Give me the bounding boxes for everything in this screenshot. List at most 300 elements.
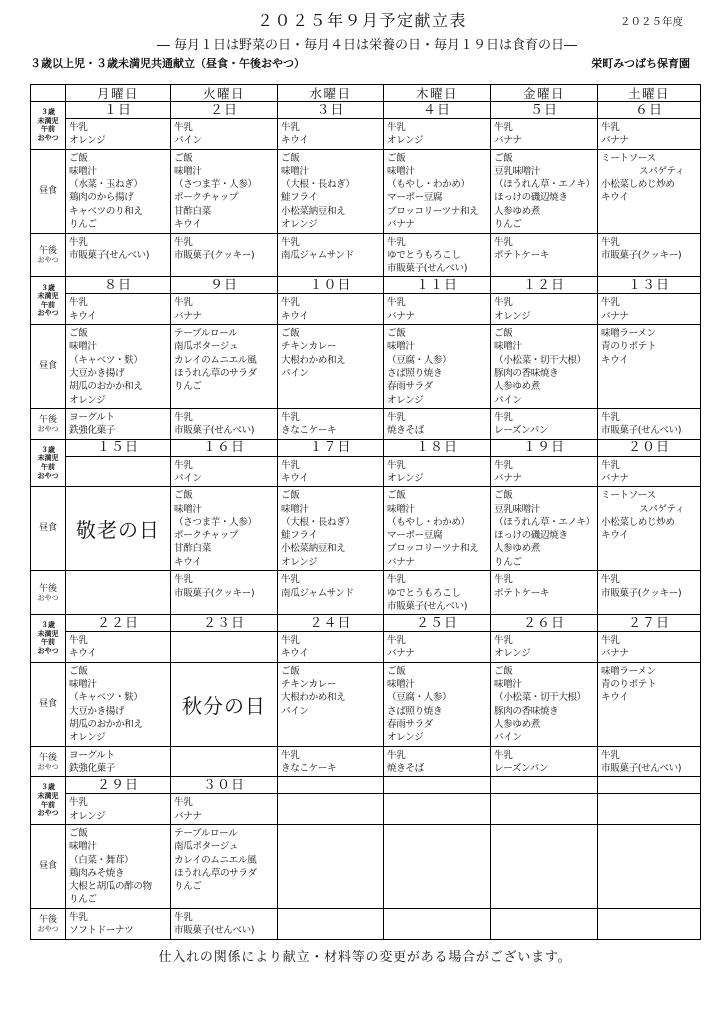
date-cell-thu: ２５日 <box>384 615 491 632</box>
menu-item: 味噌汁 <box>69 165 97 177</box>
pm-snack-cell-thu <box>384 233 491 277</box>
menu-item: オレンジ <box>69 810 106 822</box>
menu-item: 甘酢白菜 <box>174 543 211 555</box>
corner-cell <box>31 85 66 102</box>
row-label-pm-snack <box>31 908 66 939</box>
menu-item: 牛乳 <box>174 412 193 424</box>
menu-item: ミートソース <box>601 490 656 502</box>
menu-item: 甘酢白菜 <box>174 205 211 217</box>
menu-item: 味噌汁 <box>69 841 97 853</box>
menu-item: 牛乳 <box>494 412 513 424</box>
menu-item: 牛乳 <box>174 122 193 133</box>
row-label-am-snack-line: 未満児 <box>37 792 59 801</box>
pm-snack-row <box>31 746 701 777</box>
lunch-cell-sat <box>598 149 701 233</box>
menu-item: テーブルロール <box>174 827 238 839</box>
menu-item: キウイ <box>281 472 309 484</box>
date-row <box>31 102 701 119</box>
pm-snack-cell-fri <box>491 233 598 277</box>
menu-item: 小松菜しめじ炒め <box>601 179 675 191</box>
row-label-pm-snack-top: 午後 <box>38 752 57 763</box>
date-row <box>31 777 701 794</box>
date-cell-tue: ９日 <box>171 277 278 294</box>
menu-item: ご飯 <box>281 328 300 340</box>
pm-snack-cell-wed <box>278 571 384 615</box>
row-label-am-snack-line: 午前 <box>41 800 55 809</box>
menu-item: 牛乳 <box>387 297 406 309</box>
weekday-wednesday: 水曜日 <box>278 85 384 102</box>
row-label-pm-snack-bottom: おやつ <box>37 924 59 933</box>
menu-item: 市販菓子(せんべい) <box>174 925 255 937</box>
menu-item: バナナ <box>387 310 415 322</box>
am-snack-cell-thu <box>384 456 491 487</box>
pm-snack-cell-tue <box>171 409 278 440</box>
menu-item: さば照り焼き <box>387 367 443 379</box>
pm-snack-cell-wed <box>278 233 384 277</box>
menu-item: ご飯 <box>69 827 88 839</box>
pm-snack-cell-fri <box>491 571 598 615</box>
pm-snack-cell-thu <box>384 746 491 777</box>
pm-snack-cell-sat <box>598 233 701 277</box>
menu-item: 市販菓子(せんべい) <box>174 425 255 437</box>
row-label-am-snack-line: ３歳 <box>41 445 55 454</box>
am-snack-cell-fri <box>491 119 598 150</box>
menu-item: ご飯 <box>494 152 513 164</box>
menu-item: （大根・長ねぎ） <box>281 516 355 528</box>
menu-item: チキンカレー <box>281 679 337 691</box>
date-cell-sat: １３日 <box>598 277 701 294</box>
menu-item: 鉄強化菓子 <box>69 425 115 437</box>
row-label-am-snack-line: おやつ <box>37 309 59 318</box>
am-snack-cell-thu <box>384 294 491 325</box>
menu-item: カレイのムニエル風 <box>174 354 257 366</box>
row-label-lunch-text: 昼食 <box>38 860 57 871</box>
menu-item: （白菜・舞茸） <box>69 854 134 866</box>
menu-item: 鶏肉のから揚げ <box>69 192 134 204</box>
menu-item: 牛乳 <box>281 297 300 309</box>
menu-sheet <box>30 84 700 966</box>
pm-snack-cell-wed <box>278 746 384 777</box>
am-snack-cell-fri <box>491 294 598 325</box>
pm-snack-cell-thu <box>384 908 491 939</box>
menu-item: 味噌汁 <box>281 503 309 515</box>
row-label-lunch-text: 昼食 <box>38 185 57 196</box>
lunch-cell-fri <box>491 149 598 233</box>
menu-item: オレンジ <box>387 732 424 744</box>
row-label-lunch-text: 昼食 <box>38 361 57 372</box>
menu-item: ご飯 <box>281 490 300 502</box>
menu-item: りんご <box>494 556 522 568</box>
lunch-cell-fri <box>491 325 598 409</box>
lunch-cell-thu <box>384 824 491 908</box>
date-cell-tue: ２３日 <box>171 615 278 632</box>
menu-item: 牛乳 <box>494 122 513 133</box>
menu-item: りんご <box>174 881 202 893</box>
am-snack-cell-tue <box>171 794 278 825</box>
menu-item: 牛乳 <box>281 635 300 647</box>
menu-item: 牛乳 <box>494 459 513 471</box>
menu-item: きなこケーキ <box>281 425 337 437</box>
menu-item: バナナ <box>601 310 629 322</box>
weekday-header-row <box>31 85 701 102</box>
date-cell-fri: １９日 <box>491 439 598 456</box>
menu-item: 牛乳 <box>174 911 193 923</box>
menu-item: パイン <box>494 732 522 744</box>
menu-item: 焼きそば <box>387 763 424 775</box>
pm-snack-row <box>31 908 701 939</box>
menu-item: 牛乳 <box>601 574 620 586</box>
am-snack-row <box>31 119 701 150</box>
menu-item: ポテトケーキ <box>494 249 549 261</box>
am-snack-cell-sat <box>598 456 701 487</box>
pm-snack-row <box>31 233 701 277</box>
menu-item: ご飯 <box>281 152 300 164</box>
menu-item: バナナ <box>174 310 202 322</box>
menu-item: 鮭フライ <box>281 192 318 204</box>
date-cell-tue: １６日 <box>171 439 278 456</box>
am-snack-cell-sat <box>598 294 701 325</box>
menu-item: ほうれん草のサラダ <box>174 867 257 879</box>
am-snack-cell-mon <box>66 294 171 325</box>
pm-snack-cell-fri <box>491 746 598 777</box>
menu-item: キウイ <box>174 556 202 568</box>
menu-item: （さつま芋・人参） <box>174 516 257 528</box>
menu-item: 牛乳 <box>494 297 513 309</box>
menu-item: オレンジ <box>281 219 318 231</box>
footer-note: 仕入れの関係により献立・材料等の変更がある場合がございます。 <box>158 949 572 965</box>
row-label-am-snack-line: 未満児 <box>37 116 59 125</box>
menu-item: 牛乳 <box>174 297 193 309</box>
menu-item: 牛乳 <box>281 122 300 133</box>
menu-item: ご飯 <box>69 665 88 677</box>
menu-item: 味噌汁 <box>174 503 202 515</box>
menu-item: 味噌ラーメン <box>601 328 656 340</box>
menu-item: 豚肉の香味焼き <box>494 367 559 379</box>
am-snack-row <box>31 632 701 663</box>
row-label-lunch <box>31 662 66 746</box>
menu-item: 南瓜ポタージュ <box>174 841 238 853</box>
menu-item: 南瓜ジャムサンド <box>281 587 354 599</box>
date-cell-thu <box>384 777 491 794</box>
menu-item: 味噌ラーメン <box>601 665 656 677</box>
lunch-cell-mon <box>66 149 171 233</box>
lunch-cell-sat <box>598 824 701 908</box>
row-label-pm-snack-bottom: おやつ <box>37 256 59 265</box>
menu-item: ミートソース <box>601 152 656 164</box>
menu-item: オレンジ <box>281 556 318 568</box>
menu-item: バナナ <box>494 472 522 484</box>
pm-snack-cell-tue <box>171 746 278 777</box>
menu-item: 味噌汁 <box>387 165 415 177</box>
row-label-am-snack-line: 午前 <box>41 462 55 471</box>
row-label-am-snack <box>31 777 66 825</box>
menu-item: きなこケーキ <box>281 763 337 775</box>
pm-snack-cell-sat <box>598 409 701 440</box>
menu-item: 牛乳 <box>494 236 513 248</box>
menu-item: 牛乳 <box>387 236 406 248</box>
pm-snack-cell-wed <box>278 409 384 440</box>
lunch-cell-wed <box>278 824 384 908</box>
am-snack-cell-wed <box>278 456 384 487</box>
menu-scope: ３歳以上児・３歳未満児共通献立（昼食・午後おやつ） <box>30 57 305 70</box>
menu-item: ご飯 <box>494 490 513 502</box>
date-cell-thu: １１日 <box>384 277 491 294</box>
lunch-cell-wed <box>278 487 384 571</box>
menu-item: ブロッコリーツナ和え <box>387 543 479 555</box>
menu-item: 市販菓子(せんべい) <box>387 263 468 275</box>
menu-item: 牛乳 <box>174 797 193 809</box>
menu-item: ヨーグルト <box>69 412 115 424</box>
menu-item: 青のりポテト <box>601 341 657 353</box>
menu-item: 春雨サラダ <box>387 718 433 730</box>
menu-item: オレンジ <box>494 648 531 660</box>
menu-item: 鮭フライ <box>281 530 318 542</box>
date-cell-wed: １７日 <box>278 439 384 456</box>
row-label-am-snack-line: 未満児 <box>37 454 59 463</box>
menu-item: 豆乳味噌汁 <box>494 165 540 177</box>
row-label-am-snack-line: ３歳 <box>41 108 55 117</box>
date-cell-wed <box>278 777 384 794</box>
menu-item: 牛乳 <box>494 574 513 586</box>
row-label-pm-snack <box>31 233 66 277</box>
weekday-monday: 月曜日 <box>66 85 171 102</box>
am-snack-cell-tue <box>171 294 278 325</box>
date-cell-sat: ２７日 <box>598 615 701 632</box>
menu-item: 牛乳 <box>387 412 406 424</box>
lunch-cell-mon <box>66 325 171 409</box>
row-label-lunch <box>31 149 66 233</box>
menu-item: 人参ゆめ煮 <box>494 543 540 555</box>
am-snack-cell-sat <box>598 632 701 663</box>
row-label-pm-snack <box>31 746 66 777</box>
menu-item: オレンジ <box>387 394 424 406</box>
date-cell-fri: ２６日 <box>491 615 598 632</box>
lunch-row <box>31 149 701 233</box>
date-cell-wed: ３日 <box>278 102 384 119</box>
row-label-pm-snack-bottom: おやつ <box>37 593 59 602</box>
menu-item: バナナ <box>387 556 415 568</box>
lunch-cell-wed <box>278 662 384 746</box>
menu-item: 青のりポテト <box>601 679 657 691</box>
menu-table <box>30 84 701 940</box>
lunch-cell-thu <box>384 487 491 571</box>
menu-item: ソフトドーナツ <box>69 925 134 937</box>
page-title: ２０２５年９月予定献立表 <box>256 11 467 30</box>
row-label-lunch <box>31 824 66 908</box>
row-label-lunch-text: 昼食 <box>38 523 57 534</box>
lunch-cell-fri <box>491 487 598 571</box>
pm-snack-cell-mon <box>66 571 171 615</box>
menu-item: 胡瓜のおかか和え <box>69 718 143 730</box>
menu-item: レーズンパン <box>494 763 549 775</box>
am-snack-cell-mon <box>66 119 171 150</box>
date-row <box>31 615 701 632</box>
row-label-pm-snack-top: 午後 <box>38 246 57 257</box>
menu-item: バナナ <box>601 472 629 484</box>
menu-item: 味噌汁 <box>387 679 415 691</box>
menu-item: ご飯 <box>69 328 88 340</box>
menu-item: 市販菓子(クッキー) <box>601 587 682 599</box>
menu-item: 人参ゆめ煮 <box>494 205 540 217</box>
menu-item: 豚肉の香味焼き <box>494 705 559 717</box>
menu-item: （ほうれん草・エノキ） <box>494 179 595 191</box>
menu-item: ご飯 <box>174 152 193 164</box>
am-snack-row <box>31 794 701 825</box>
row-label-pm-snack-bottom: おやつ <box>37 424 59 433</box>
menu-item: ご飯 <box>69 152 88 164</box>
pm-snack-cell-mon <box>66 409 171 440</box>
menu-item: 牛乳 <box>601 749 620 761</box>
row-label-am-snack-line: 午前 <box>41 125 55 134</box>
am-snack-cell-tue <box>171 456 278 487</box>
menu-item: レーズンパン <box>494 425 549 437</box>
am-snack-cell-fri <box>491 456 598 487</box>
menu-item: 牛乳 <box>69 797 88 809</box>
menu-item: 市販菓子(クッキー) <box>174 249 255 261</box>
menu-item: 胡瓜のおかか和え <box>69 381 143 393</box>
menu-item: 焼きそば <box>387 425 424 437</box>
pm-snack-row <box>31 571 701 615</box>
menu-item: 大根わかめ和え <box>281 354 346 366</box>
menu-item: 南瓜ポタージュ <box>174 341 238 353</box>
row-label-am-snack <box>31 439 66 487</box>
pm-snack-cell-sat <box>598 571 701 615</box>
lunch-cell-thu <box>384 662 491 746</box>
menu-item: オレンジ <box>494 310 531 322</box>
menu-item: 味噌汁 <box>387 503 415 515</box>
menu-item: 牛乳 <box>174 459 193 471</box>
am-snack-cell-tue <box>171 632 278 663</box>
menu-item: ブロッコリーツナ和え <box>387 205 479 217</box>
menu-item: ほっけの磯辺焼き <box>494 530 568 542</box>
am-snack-cell-sat <box>598 119 701 150</box>
menu-item: （大根・長ねぎ） <box>281 179 355 191</box>
menu-item: 市販菓子(せんべい) <box>69 249 150 261</box>
am-snack-row <box>31 456 701 487</box>
menu-item: キウイ <box>281 310 309 322</box>
menu-item: さば照り焼き <box>387 705 443 717</box>
menu-item: ポテトケーキ <box>494 587 549 599</box>
date-cell-wed: ２４日 <box>278 615 384 632</box>
lunch-cell-tue <box>171 149 278 233</box>
pm-snack-cell-fri <box>491 409 598 440</box>
date-cell-mon: １日 <box>66 102 171 119</box>
menu-item: キウイ <box>174 219 202 231</box>
menu-item: オレンジ <box>387 472 424 484</box>
menu-item: 牛乳 <box>281 749 300 761</box>
date-cell-sat: ６日 <box>598 102 701 119</box>
menu-item: 牛乳 <box>174 236 193 248</box>
menu-item: （もやし・わかめ） <box>387 179 470 191</box>
menu-item: りんご <box>494 219 522 231</box>
menu-item: 牛乳 <box>387 749 406 761</box>
menu-item: （小松菜・切干大根） <box>494 354 586 366</box>
row-label-pm-snack-bottom: おやつ <box>37 762 59 771</box>
row-label-am-snack-line: 未満児 <box>37 292 59 301</box>
menu-item: ゆでとうもろこし <box>387 249 461 261</box>
lunch-cell-tue <box>171 325 278 409</box>
am-snack-cell-tue <box>171 119 278 150</box>
date-cell-thu: ４日 <box>384 102 491 119</box>
lunch-cell-wed <box>278 149 384 233</box>
menu-item: 市販菓子(せんべい) <box>601 763 682 775</box>
lunch-cell-sat <box>598 487 701 571</box>
menu-item: パイン <box>494 394 522 406</box>
menu-item: （もやし・わかめ） <box>387 516 470 528</box>
menu-item: 牛乳 <box>281 459 300 471</box>
row-label-am-snack-line: ３歳 <box>41 621 55 630</box>
menu-item: ほうれん草のサラダ <box>174 367 257 379</box>
menu-item: パイン <box>281 705 309 717</box>
am-snack-cell-fri <box>491 794 598 825</box>
menu-item: 大根わかめ和え <box>281 692 346 704</box>
menu-item: マーボー豆腐 <box>387 192 443 204</box>
menu-item: テーブルロール <box>174 328 238 340</box>
lunch-cell-tue <box>171 487 278 571</box>
lunch-cell-mon <box>66 662 171 746</box>
menu-item: チキンカレー <box>281 341 337 353</box>
pm-snack-cell-sat <box>598 908 701 939</box>
lunch-cell-fri <box>491 662 598 746</box>
am-snack-cell-mon <box>66 794 171 825</box>
date-cell-mon: ２９日 <box>66 777 171 794</box>
menu-item: 牛乳 <box>601 236 620 248</box>
menu-item: 味噌汁 <box>494 341 522 353</box>
lunch-cell-mon <box>66 824 171 908</box>
menu-item: 牛乳 <box>494 749 513 761</box>
pm-snack-cell-mon <box>66 908 171 939</box>
row-label-pm-snack-top: 午後 <box>38 583 57 594</box>
menu-item: マーボー豆腐 <box>387 530 443 542</box>
pm-snack-cell-mon <box>66 746 171 777</box>
menu-item: キャベツのり和え <box>69 205 143 217</box>
row-label-am-snack <box>31 277 66 325</box>
row-label-am-snack-line: ３歳 <box>41 283 55 292</box>
menu-item: 味噌汁 <box>281 165 309 177</box>
date-cell-mon: ２２日 <box>66 615 171 632</box>
menu-item: ご飯 <box>174 490 193 502</box>
menu-item: 牛乳 <box>387 122 406 133</box>
date-cell-thu: １８日 <box>384 439 491 456</box>
menu-item: キウイ <box>69 648 97 660</box>
row-label-lunch <box>31 325 66 409</box>
menu-item: りんご <box>69 219 97 231</box>
lunch-row <box>31 487 701 571</box>
menu-item: 牛乳 <box>69 297 88 309</box>
menu-item: 市販菓子(クッキー) <box>174 587 255 599</box>
menu-item: 人参ゆめ煮 <box>494 381 540 393</box>
menu-item: バナナ <box>387 219 415 231</box>
am-snack-row <box>31 294 701 325</box>
nursery-name: 栄町みつばち保育園 <box>591 57 690 70</box>
menu-item: パイン <box>281 367 309 379</box>
menu-item: ご飯 <box>494 328 513 340</box>
date-cell-sat: ２０日 <box>598 439 701 456</box>
menu-item: カレイのムニエル風 <box>174 854 257 866</box>
row-label-am-snack-line: 未満児 <box>37 629 59 638</box>
am-snack-cell-sat <box>598 794 701 825</box>
am-snack-cell-wed <box>278 794 384 825</box>
pm-snack-cell-sat <box>598 746 701 777</box>
menu-item: バナナ <box>494 135 522 147</box>
menu-item: ほっけの磯辺焼き <box>494 192 568 204</box>
menu-item: 大豆かき揚げ <box>69 367 125 379</box>
menu-item: 牛乳 <box>601 459 620 471</box>
menu-item: りんご <box>174 381 202 393</box>
row-label-pm-snack <box>31 571 66 615</box>
menu-item: ご飯 <box>387 490 406 502</box>
am-snack-cell-thu <box>384 794 491 825</box>
